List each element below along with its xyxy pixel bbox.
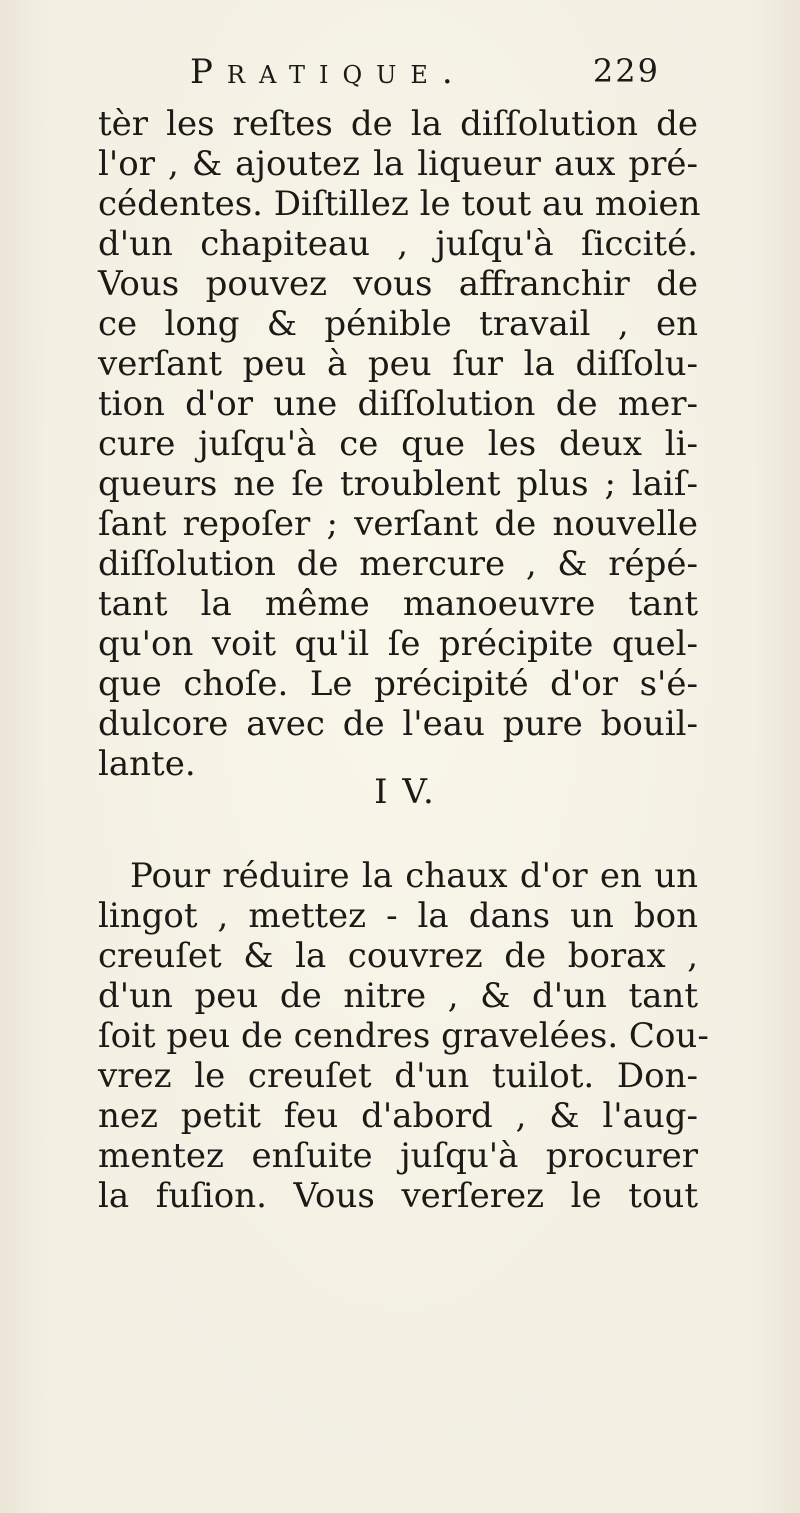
- text-line: diſſolution de mercure , & répé-: [98, 544, 698, 584]
- text-line: d'un peu de nitre , & d'un tant: [98, 976, 698, 1016]
- page-number: 229: [592, 52, 660, 90]
- text-line: vrez le creuſet d'un tuilot. Don-: [98, 1056, 698, 1096]
- text-line: ſant repoſer ; verſant de nouvelle: [98, 504, 698, 544]
- text-line: nez petit feu d'abord , & l'aug-: [98, 1096, 698, 1136]
- text-line: lingot , mettez - la dans un bon: [98, 896, 698, 936]
- text-line: queurs ne ſe troublent plus ; laiſ-: [98, 464, 698, 504]
- text-line: qu'on voit qu'il ſe précipite quel-: [98, 624, 698, 664]
- text-line: l'or , & ajoutez la liqueur aux pré-: [98, 144, 698, 184]
- text-line: verſant peu à peu ſur la diſſolu-: [98, 344, 698, 384]
- text-line: cure juſqu'à ce que les deux li-: [98, 424, 698, 464]
- paragraph-section-iv: [98, 856, 709, 1216]
- text-line: la fuſion. Vous verſerez le tout: [98, 1176, 698, 1216]
- text-line: Pour réduire la chaux d'or en un: [130, 856, 698, 896]
- text-line: mentez enſuite juſqu'à procurer: [98, 1136, 698, 1176]
- text-line: creuſet & la couvrez de borax ,: [98, 936, 698, 976]
- text-line: que choſe. Le précipité d'or s'é-: [98, 664, 698, 704]
- text-line: ſoit peu de cendres gravelées. Cou-: [98, 1016, 709, 1056]
- running-head: [190, 52, 660, 100]
- text-line: dulcore avec de l'eau pure bouil-: [98, 704, 698, 744]
- text-line: cédentes. Diſtillez le tout au moien: [98, 184, 701, 224]
- text-line: ce long & pénible travail , en: [98, 304, 698, 344]
- text-line: lante.: [98, 744, 196, 784]
- text-line: Vous pouvez vous affranchir de: [98, 264, 698, 304]
- running-title: Pratique.: [190, 52, 467, 92]
- paragraph-continued: [98, 104, 701, 784]
- text-line: d'un chapiteau , juſqu'à ſiccité.: [98, 224, 698, 264]
- section-number: I V.: [374, 772, 436, 812]
- text-line: tèr les reſtes de la diſſolution de: [98, 104, 698, 144]
- text-line: tion d'or une diſſolution de mer-: [98, 384, 698, 424]
- text-line: tant la même manoeuvre tant: [98, 584, 698, 624]
